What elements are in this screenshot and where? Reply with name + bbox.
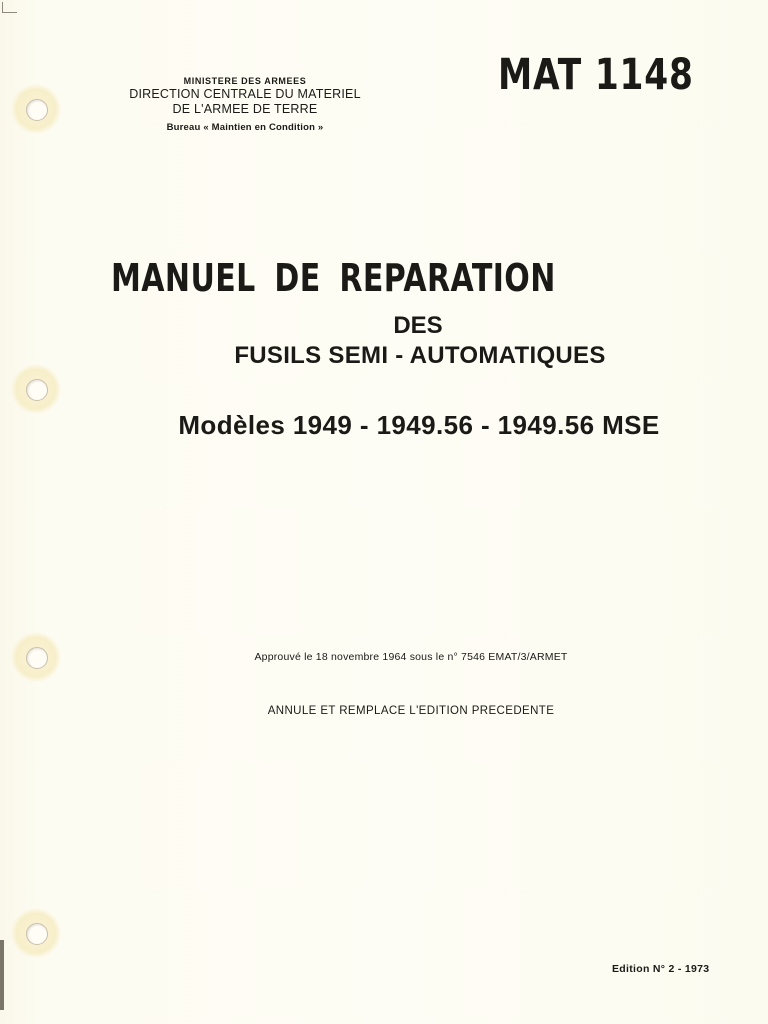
binder-punch-hole-icon	[11, 364, 61, 414]
title-subject: FUSILS SEMI - AUTOMATIQUES	[234, 342, 606, 369]
binder-punch-hole-icon	[11, 84, 61, 134]
edition-info: Edition N° 2 - 1973	[612, 963, 710, 975]
ministry-name: MINISTERE DES ARMEES	[183, 76, 307, 86]
document-reference: MAT 1148	[498, 50, 694, 100]
issuing-authority-block	[110, 76, 380, 133]
supersedes-note: ANNULE ET REMPLACE L'EDITION PRECEDENTE	[267, 705, 555, 717]
scan-corner-mark	[2, 2, 17, 13]
direction-line-2: DE L'ARMEE DE TERRE	[172, 101, 318, 116]
document-title: MANUEL DE REPARATION	[111, 256, 556, 300]
title-models: Modèles 1949 - 1949.56 - 1949.56 MSE	[178, 410, 660, 440]
binder-punch-hole-icon	[11, 908, 61, 958]
direction-line-1: DIRECTION CENTRALE DU MATERIEL	[129, 86, 361, 101]
bureau-name: Bureau « Maintien en Condition »	[166, 121, 324, 133]
scan-edge-mark	[0, 940, 4, 1010]
title-des: DES	[393, 312, 443, 339]
approval-note: Approuvé le 18 novembre 1964 sous le n° 7546 EMAT/3/ARMET	[254, 651, 568, 663]
